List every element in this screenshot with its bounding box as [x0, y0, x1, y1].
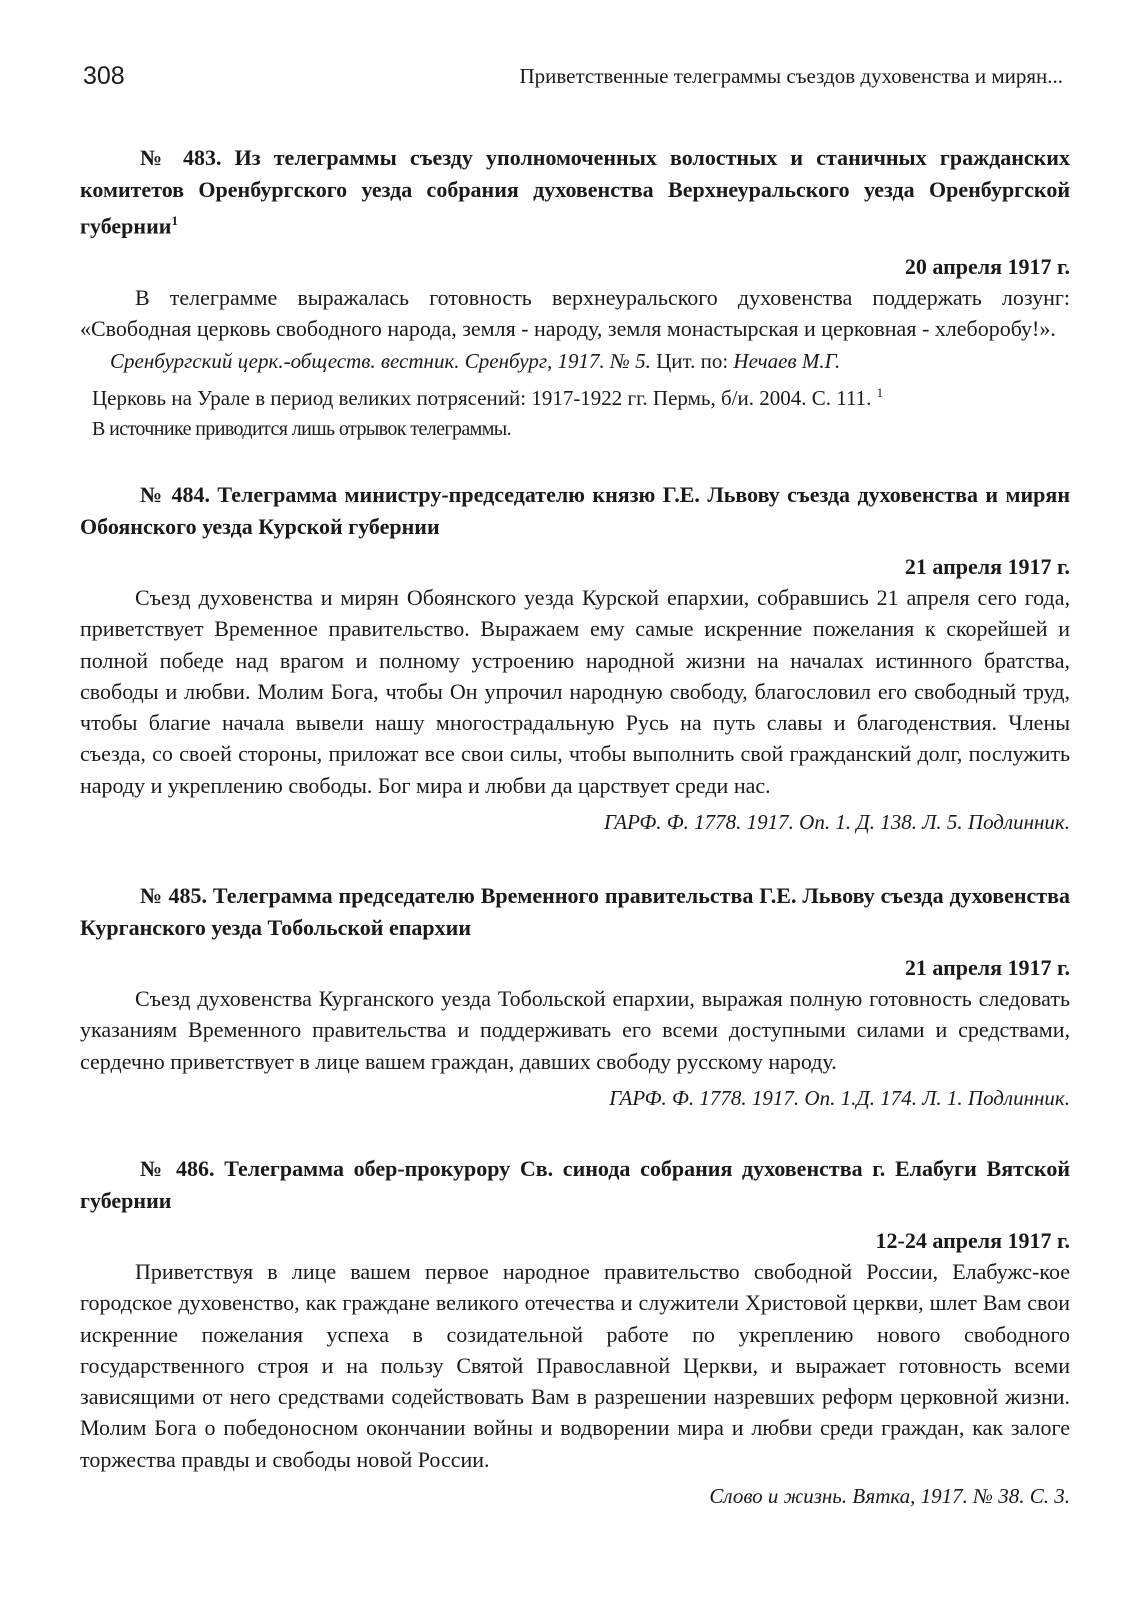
document-date: 20 апреля 1917 г. [904, 253, 1070, 279]
document-484 [80, 479, 1070, 837]
document-body: В телеграмме выражалась готовность верхнеуральского духовенства поддержать лозунг: «Свободная церковь свободного народа, земля - народу, земля монастырская и церковная - хлеборобу!». [80, 284, 1070, 342]
document-483 [80, 142, 1070, 445]
source-citation: Сренбургский церк.-обществ. вестник. Сренбург, 1917. № 5. Цит. по: Нечаев М.Г. Церковь на Урале в период великих потрясений: 1917-1922 гг. Пермь, б/и. 2004. С. 111. $^1$ В источнике приводится лишь отрывок телеграммы. [80, 346, 1070, 445]
document-body: Съезд духовенства Курганского уезда Тобольской епархии, выражая полную готовность следовать указаниям Временного правительства и поддерживать его всеми доступными силами и средствами, сердечно приветствует в лице вашем граждан, давших свободу русскому народу. [80, 986, 1070, 1074]
document-body: Приветствуя в лице вашем первое народное правительство свободной России, Елабужс-кое городское духовенство, как граждане великого отечества и служители Христовой церкви, шлет Вам свои искренние пожелания успеха в созидательной работе по укреплению нового свободного государственного строя и на пользу Святой Православной Церкви, и выражает готовность всеми зависящими от него средствами содействовать Вам в разрешении назревших реформ церковной жизни. Молим Бога о победоносном окончании войны и водворении мира и любви среди граждан, как залоге торжества правды и свободы новой России. [80, 1259, 1070, 1472]
document-body: Съезд духовенства и мирян Обоянского уезда Курской епархии, собравшись 21 апреля сего года, приветствует Временное правительство. Выражаем ему самые искренние пожелания к скорейшей и полной победе над врагом и полному устроению народной жизни на началах истинного братства, свободы и любви. Молим Бога, чтобы Он упрочил народную свободу, благословил его свободный труд, чтобы благие начала вывели нашу многострадальную Русь на путь славы и благоденствия. Члены съезда, со своей стороны, приложат все свои силы, чтобы выполнить свой гражданский долг, послужить народу и укреплению свободы. Бог мира и любви да царствует среди нас. [80, 585, 1070, 798]
document-title: № 484. Телеграмма министру-председателю князю Г.Е. Львову съезда духовенства и мирян Обоянского уезда Курской губернии [80, 482, 1070, 539]
footnote-number: 1 [876, 385, 884, 401]
page-number: 308 [83, 62, 125, 90]
document-title: № 486. Телеграмма обер-прокурору Св. синода собрания духовенства г. Елабуги Вятской губернии [80, 1156, 1070, 1213]
document-date: 21 апреля 1917 г. [904, 955, 1070, 980]
document-date: 21 апреля 1917 г. [904, 554, 1070, 579]
footnote-mark: 1 [171, 213, 178, 228]
document-title: № 483. Из телеграммы съезду уполномоченных волостных и станичных гражданских комитетов Оренбургского уезда собрания духовенства Верхнеуральского уезда Оренбургской губернии$^1$ [80, 145, 1070, 239]
running-title: Приветственные телеграммы съездов духовенства и мирян... [519, 64, 1063, 88]
footnote-text: В источнике приводится лишь отрывок телеграммы. [92, 418, 512, 441]
document-date: 12-24 апреля 1917 г. [875, 1228, 1070, 1253]
document-title: № 485. Телеграмма председателю Временного правительства Г.Е. Львову съезда духовенства Курганского уезда Тобольской епархии [80, 883, 1070, 940]
source-citation: ГАРФ. Ф. 1778. 1917. Оп. 1. Д. 138. Л. 5. Подлинник. [603, 810, 1070, 835]
source-citation: Слово и жизнь. Вятка, 1917. № 38. С. 3. [709, 1484, 1070, 1509]
source-citation: ГАРФ. Ф. 1778. 1917. Оп. 1.Д. 174. Л. 1. Подлинник. [609, 1085, 1070, 1110]
document-486 [80, 1153, 1070, 1511]
document-485 [80, 880, 1070, 1113]
